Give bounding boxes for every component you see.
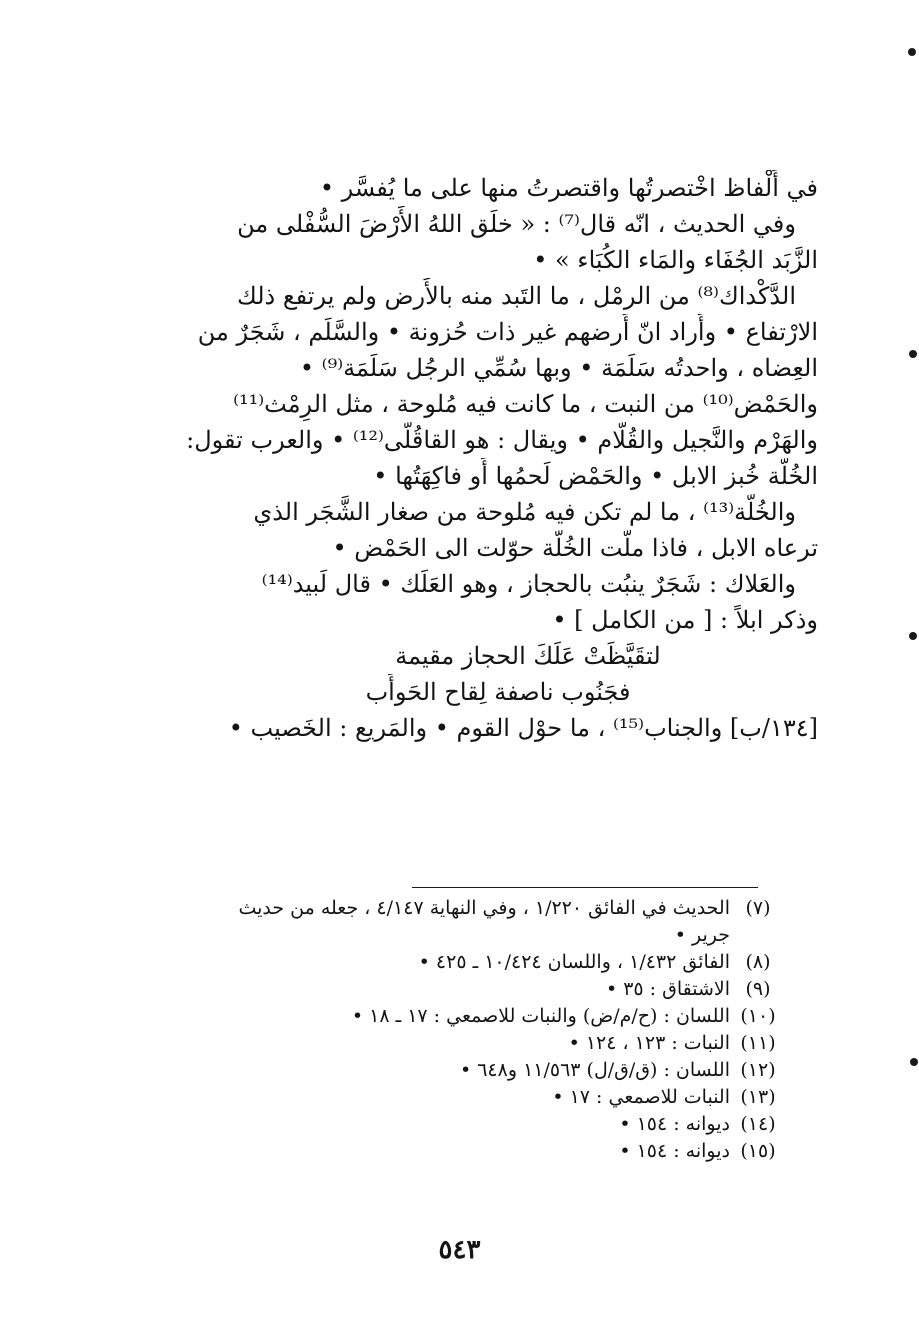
footnote-number: (١٥) xyxy=(740,1140,776,1162)
footnote-number: (٧) xyxy=(745,897,771,919)
footnote-text: اللسان : (ق/ق/ل) ١١/٥٦٣ و٦٤٨ • xyxy=(459,1059,730,1081)
verse-line: لتقَيَّظَتْ عَلَكَ الحجاز مقيمة xyxy=(395,642,661,670)
text-line: العِضاه ، واحدتُه سَلَمَة • وبها سُمِّي الرجُل سَلَمَة⁽⁹⁾ • xyxy=(299,354,818,382)
footnote xyxy=(118,1030,786,1057)
footnote-text: الاشتقاق : ٣٥ • xyxy=(605,978,730,1000)
footnote-text: اللسان : (ح/م/ض) والنبات للاصمعي : ١٧ ـ ١٨ • xyxy=(351,1005,730,1027)
footnote-text: الحديث في الفائق ١/٢٢٠ ، وفي النهاية ٤/١٤٧ ، جعله من حديث xyxy=(238,897,730,919)
page-number: ٥٤٣ xyxy=(438,1235,481,1265)
verse-line: فجَنُوب ناصفة لِقاح الحَوأَب xyxy=(365,678,631,706)
footnote-text: جرير • xyxy=(674,924,730,946)
footnote xyxy=(118,895,786,922)
footnote-number: (٩) xyxy=(745,978,771,1000)
footnote-text: النبات : ١٢٣ ، ١٢٤ • xyxy=(568,1032,730,1054)
footnote-continuation xyxy=(118,922,786,949)
footnote xyxy=(118,949,786,976)
margin-dot-mark xyxy=(909,350,917,358)
footnote-text: ديوانه : ١٥٤ • xyxy=(619,1140,730,1162)
footnote-number: (٨) xyxy=(745,951,771,973)
text-line: ترعاه الابل ، فاذا ملّت الخُلّة حوّلت الى الحَمْض • xyxy=(332,534,818,562)
text-line: الخُلّة خُبز الابل • والحَمْض لَحمُها أَو فاكِهَتُها • xyxy=(373,462,818,490)
text-line: والهَرْم والنَّجيل والقُلّام • ويقال : هو القاقُلّى⁽¹²⁾ • والعرب تقول: xyxy=(186,426,818,454)
footnote-text: النبات للاصمعي : ١٧ • xyxy=(552,1086,730,1108)
footnote xyxy=(118,976,786,1003)
text-line: الدَّكْداك⁽⁸⁾ من الرمْل ، ما التَبد منه بالأَرض ولم يرتفع ذلك xyxy=(237,282,796,310)
margin-dot-mark xyxy=(909,632,917,640)
text-line: [١٣٤/ب] والجناب⁽¹⁵⁾ ، ما حوْل القوم • والمَريع : الخَصيب • xyxy=(228,714,818,742)
footnote-number: (١٤) xyxy=(740,1113,776,1135)
footnote-number: (١١) xyxy=(740,1032,776,1054)
text-line: في أَلْفاظ اخْتصرتُها واقتصرتُ منها على ما يُفسَّر • xyxy=(319,174,818,202)
footnote xyxy=(118,1003,786,1030)
main-text xyxy=(118,170,818,746)
text-line: وذكر ابلاً : [ من الكامل ] • xyxy=(552,606,818,634)
footnote-separator xyxy=(412,887,758,888)
footnote-number: (١٠) xyxy=(740,1005,776,1027)
footnote-text: ديوانه : ١٥٤ • xyxy=(619,1113,730,1135)
text-line: وفي الحديث ، انّه قال⁽⁷⁾ : « خلَق اللهُ الأَرْضَ السُّفْلى من xyxy=(237,210,796,238)
margin-dot-mark xyxy=(910,1058,918,1066)
footnote xyxy=(118,1084,786,1111)
margin-dot-mark xyxy=(908,48,916,56)
text-line: الزَّبَد الجُفَاء والمَاء الكُبَاء » • xyxy=(533,246,818,274)
footnote-number: (١٢) xyxy=(740,1059,776,1081)
footnote xyxy=(118,1138,786,1165)
footnote-text: الفائق ١/٤٣٢ ، واللسان ١٠/٤٢٤ ـ ٤٢٥ • xyxy=(418,951,730,973)
footnotes xyxy=(118,895,786,1165)
text-line: والخُلّة⁽¹³⁾ ، ما لم تكن فيه مُلوحة من صغار الشَّجَر الذي xyxy=(253,498,796,526)
footnote-number: (١٣) xyxy=(740,1086,776,1108)
text-line: والحَمْض⁽¹⁰⁾ من النبت ، ما كانت فيه مُلوحة ، مثل الرِمْث⁽¹¹⁾ xyxy=(233,390,818,418)
footnote xyxy=(118,1057,786,1084)
text-line: الارْتفاع • وأَراد انّ أَرضهم غير ذات حُزونة • والسَّلَم ، شَجَرٌ من xyxy=(197,318,818,346)
text-line: والعَلاك : شَجَرٌ ينبُت بالحجاز ، وهو العَلَك • قال لَبيد⁽¹⁴⁾ xyxy=(261,570,796,598)
footnote xyxy=(118,1111,786,1138)
